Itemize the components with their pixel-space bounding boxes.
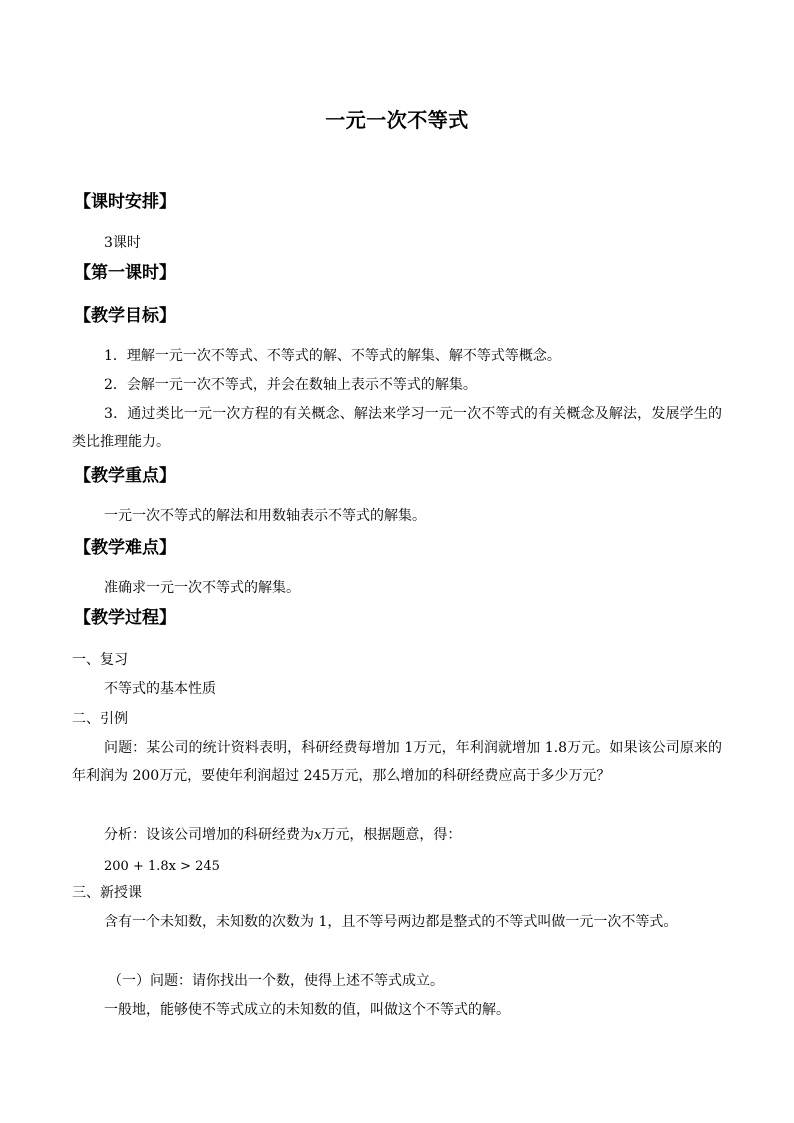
goal-item-1: 1．理解一元一次不等式、不等式的解、不等式的解集、解不等式等概念。 — [104, 348, 561, 364]
key-heading: 【教学重点】 — [74, 466, 176, 486]
difficulty-heading: 【教学难点】 — [74, 538, 176, 558]
key-text: 一元一次不等式的解法和用数轴表示不等式的解集。 — [104, 508, 426, 524]
goal-item-2: 2．会解一元一次不等式，并会在数轴上表示不等式的解集。 — [104, 377, 477, 393]
review-text: 不等式的基本性质 — [104, 681, 216, 697]
inequality-formula: 200 + 1.8x > 245 — [104, 859, 220, 874]
difficulty-text: 准确求一元一次不等式的解集。 — [104, 580, 300, 596]
schedule-text: 3课时 — [104, 235, 141, 251]
process-heading: 【教学过程】 — [74, 608, 176, 628]
lesson-heading: 【第一课时】 — [74, 263, 176, 283]
analysis-prefix: 分析：设该公司增加的科研经费为 — [104, 827, 314, 843]
analysis-line — [104, 825, 461, 846]
question-one: （一）问题：请你找出一个数，使得上述不等式成立。 — [108, 973, 444, 989]
review-heading: 一、复习 — [72, 652, 128, 668]
intro-heading: 二、引例 — [72, 711, 128, 727]
goal-item-3: 3．通过类比一元一次方程的有关概念、解法来学习一元一次不等式的有关概念及解法，发展学生的类比推理能力。 — [72, 406, 722, 450]
schedule-heading: 【课时安排】 — [74, 192, 176, 212]
intro-problem: 问题：某公司的统计资料表明，科研经费每增加 1万元，年利润就增加 1.8万元。如果该公司原来的年利润为 200万元，要使年利润超过 245万元，那么增加的科研经费应高于多少万元？ — [72, 740, 722, 784]
analysis-variable: x — [314, 828, 322, 843]
solution-definition: 一般地，能够使不等式成立的未知数的值，叫做这个不等式的解。 — [104, 1002, 510, 1018]
definition-paragraph: 含有一个未知数，未知数的次数为 1，且不等号两边都是整式的不等式叫做一元一次不等式。 — [104, 914, 678, 930]
page-title: 一元一次不等式 — [325, 108, 469, 132]
goals-heading: 【教学目标】 — [74, 306, 176, 326]
analysis-suffix: 万元，根据题意，得： — [321, 827, 462, 843]
new-lesson-heading: 三、新授课 — [72, 885, 142, 901]
